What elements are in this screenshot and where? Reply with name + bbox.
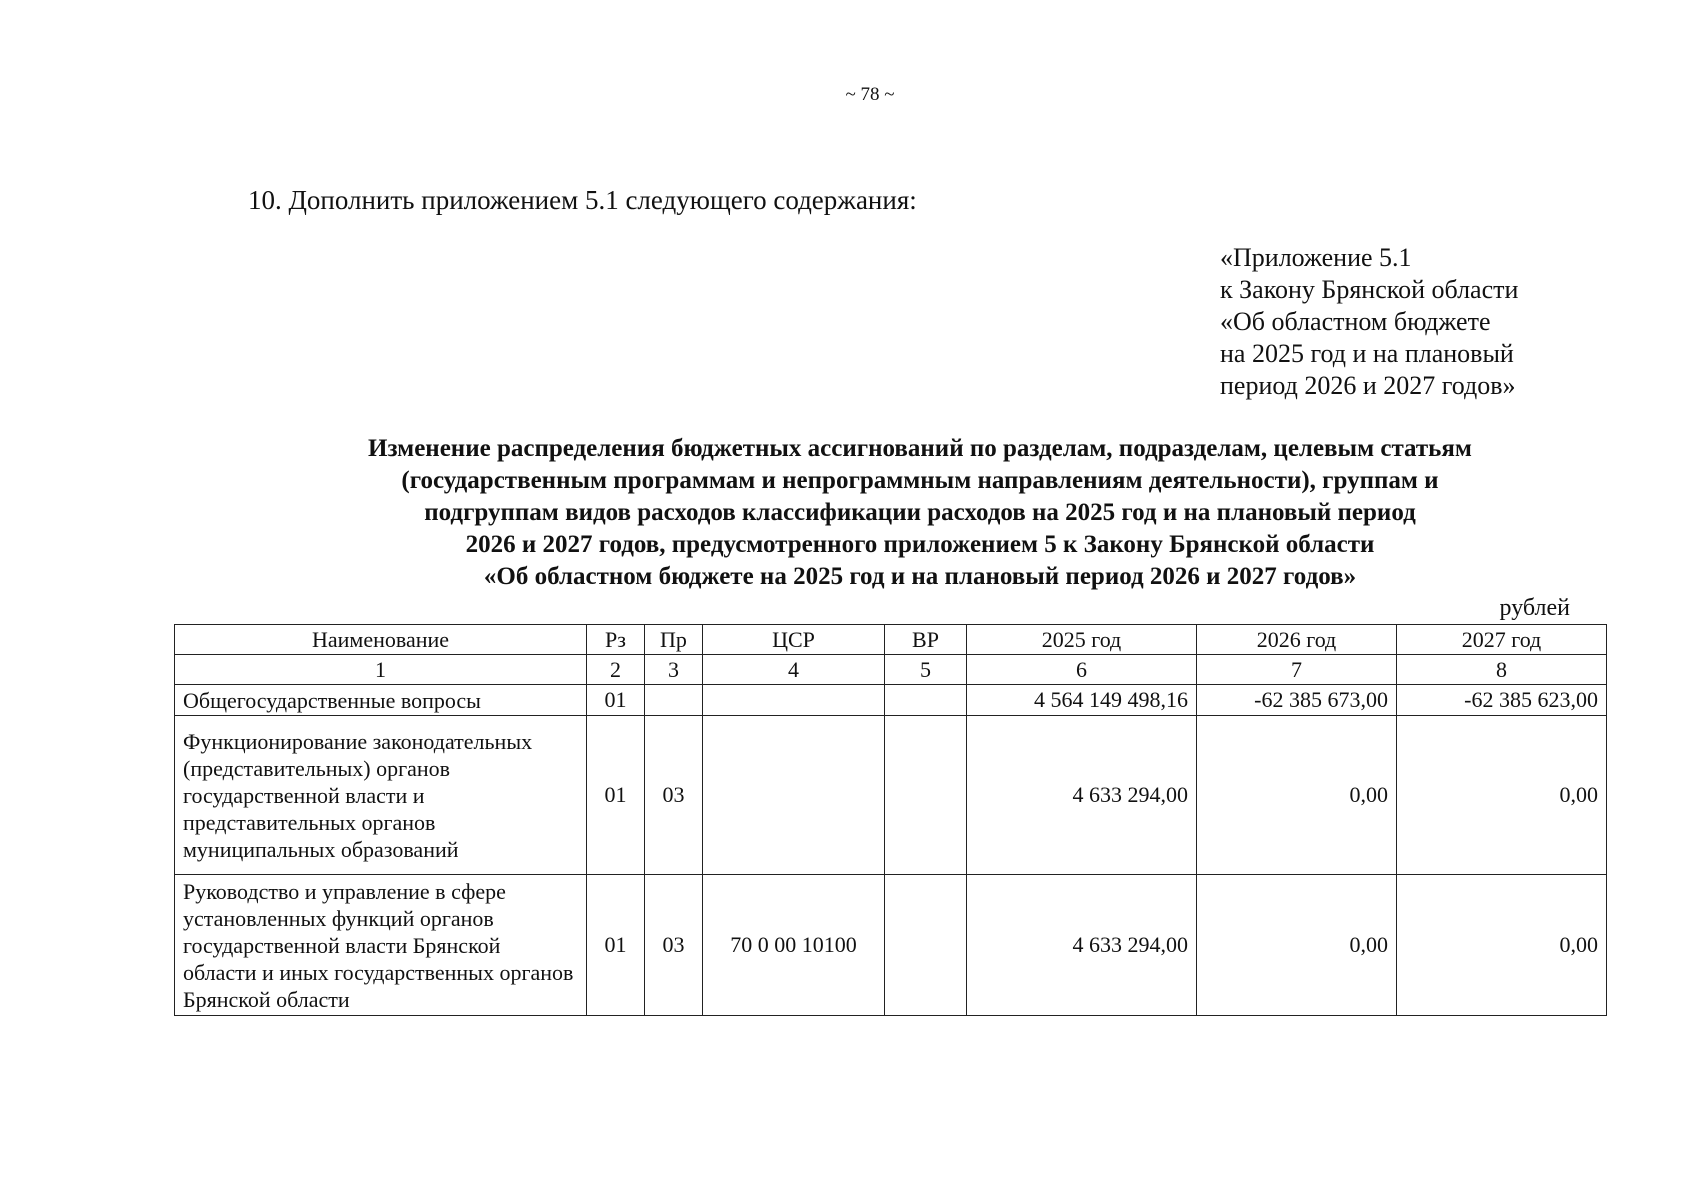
- title-line: (государственным программам и непрограммным направлениям деятельности), группам и: [401, 467, 1439, 494]
- appendix-reference: [1220, 242, 1518, 402]
- cell-2027: -62 385 623,00: [1397, 685, 1607, 716]
- title-line: Изменение распределения бюджетных ассигнований по разделам, подразделам, целевым статьям: [368, 435, 1472, 462]
- column-number: 3: [645, 655, 703, 685]
- cell-rz: 01: [587, 875, 645, 1016]
- cell-name: Функционирование законодательных (представительных) органов государственной власти и представительных органов муниципальных образований: [175, 716, 587, 875]
- cell-vr: [885, 685, 967, 716]
- cell-vr: [885, 875, 967, 1016]
- column-number: 6: [967, 655, 1197, 685]
- column-number: 2: [587, 655, 645, 685]
- cell-name: Общегосударственные вопросы: [175, 685, 587, 716]
- column-number-row: [175, 655, 1607, 685]
- column-number: 4: [703, 655, 885, 685]
- cell-2026: -62 385 673,00: [1197, 685, 1397, 716]
- table-row: [175, 716, 1607, 875]
- cell-2026: 0,00: [1197, 875, 1397, 1016]
- header-pr: Пр: [645, 625, 703, 655]
- column-number: 7: [1197, 655, 1397, 685]
- cell-2027: 0,00: [1397, 875, 1607, 1016]
- header-2025: 2025 год: [967, 625, 1197, 655]
- cell-2026: 0,00: [1197, 716, 1397, 875]
- cell-2025: 4 633 294,00: [967, 716, 1197, 875]
- cell-pr: [645, 685, 703, 716]
- title-line: «Об областном бюджете на 2025 год и на плановый период 2026 и 2027 годов»: [483, 563, 1357, 590]
- header-csr: ЦСР: [703, 625, 885, 655]
- title-line: 2026 и 2027 годов, предусмотренного приложением 5 к Закону Брянской области: [465, 531, 1375, 558]
- appendix-line: период 2026 и 2027 годов»: [1220, 371, 1516, 400]
- page-number: ~ 78 ~: [845, 84, 895, 105]
- column-number: 5: [885, 655, 967, 685]
- cell-csr: [703, 716, 885, 875]
- appendix-line: на 2025 год и на плановый: [1220, 339, 1514, 368]
- header-rz: Рз: [587, 625, 645, 655]
- table-row: [175, 685, 1607, 716]
- cell-vr: [885, 716, 967, 875]
- document-title: [270, 433, 1570, 593]
- appendix-line: к Закону Брянской области: [1220, 275, 1519, 304]
- cell-rz: 01: [587, 685, 645, 716]
- header-name: Наименование: [175, 625, 587, 655]
- title-line: подгруппам видов расходов классификации расходов на 2025 год и на плановый период: [424, 499, 1416, 526]
- header-vr: ВР: [885, 625, 967, 655]
- header-row: [175, 625, 1607, 655]
- table-row: [175, 875, 1607, 1016]
- cell-csr: 70 0 00 10100: [703, 875, 885, 1016]
- cell-rz: 01: [587, 716, 645, 875]
- cell-2025: 4 633 294,00: [967, 875, 1197, 1016]
- appendix-line: «Об областном бюджете: [1220, 307, 1491, 336]
- column-number: 8: [1397, 655, 1607, 685]
- cell-pr: 03: [645, 716, 703, 875]
- header-2027: 2027 год: [1397, 625, 1607, 655]
- cell-2025: 4 564 149 498,16: [967, 685, 1197, 716]
- budget-table: [174, 624, 1607, 1016]
- column-number: 1: [175, 655, 587, 685]
- cell-2027: 0,00: [1397, 716, 1607, 875]
- cell-name: Руководство и управление в сфере установленных функций органов государственной власти Брянской области и иных государственных органов Брянской области: [175, 875, 587, 1016]
- appendix-line: «Приложение 5.1: [1220, 243, 1412, 272]
- units-label: рублей: [1499, 595, 1570, 621]
- header-2026: 2026 год: [1197, 625, 1397, 655]
- cell-csr: [703, 685, 885, 716]
- cell-pr: 03: [645, 875, 703, 1016]
- item-text: 10. Дополнить приложением 5.1 следующего содержания:: [248, 185, 917, 215]
